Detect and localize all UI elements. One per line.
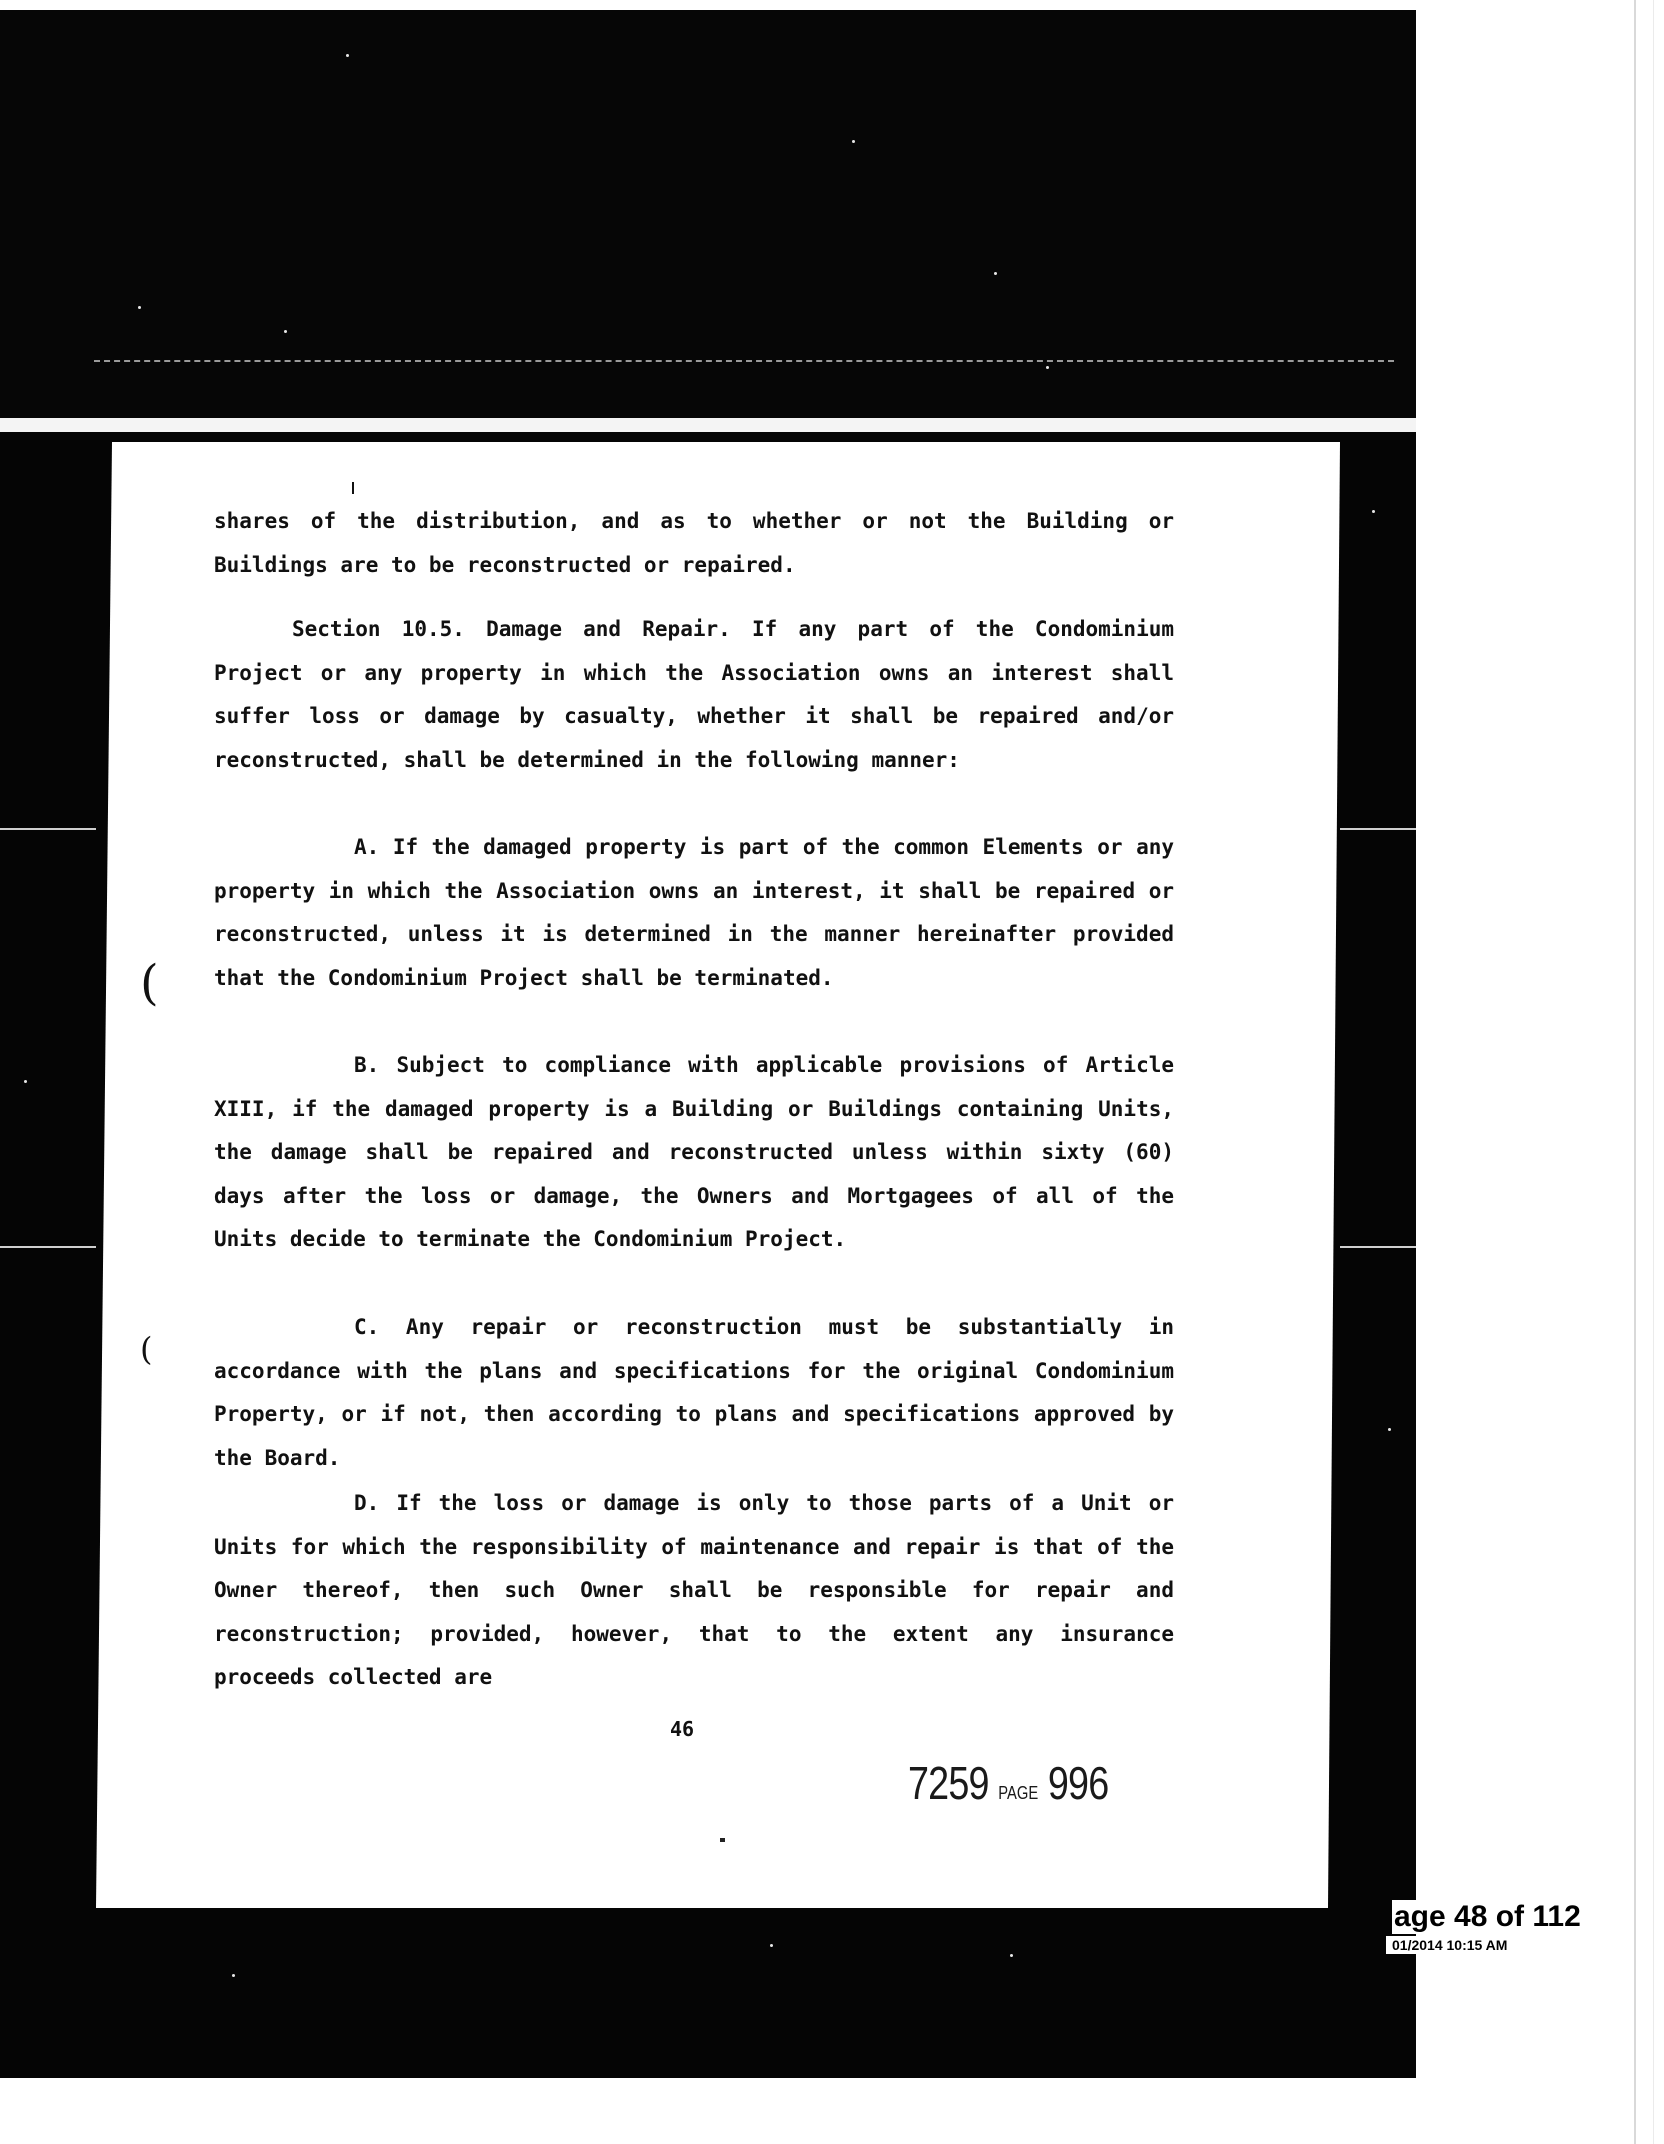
top-scan-margin bbox=[0, 10, 1416, 418]
margin-rule-left bbox=[0, 828, 96, 830]
scan-speck bbox=[720, 1838, 725, 1842]
scan-speck bbox=[284, 330, 287, 333]
scan-speck bbox=[24, 1080, 27, 1083]
recording-stamp-page: 996 bbox=[1047, 1757, 1109, 1809]
scan-speck bbox=[138, 306, 141, 309]
scan-speck bbox=[852, 140, 855, 143]
margin-rule-right bbox=[1340, 828, 1416, 830]
paragraph-item-d: D. If the loss or damage is only to those parts of a Unit or Units for which the responsibility of maintenance and repair is that of the Owner thereof, then such Owner shall be responsible for repair and reconstruction; provided, however, that to the extent any insurance proceeds collected are bbox=[214, 1491, 1174, 1689]
right-edge-rule bbox=[1634, 0, 1636, 2144]
scan-speck bbox=[1010, 1954, 1013, 1957]
scan-speck bbox=[232, 1974, 235, 1977]
scan-speck bbox=[1046, 366, 1049, 369]
pen-mark bbox=[352, 482, 354, 494]
scan-speck bbox=[1372, 510, 1375, 513]
scan-seam bbox=[0, 418, 1416, 432]
paragraph-item-c: C. Any repair or reconstruction must be substantially in accordance with the plans and specifications for the original Condominium Property, or if not, then according to plans and specifications approved by the Board. bbox=[214, 1315, 1174, 1470]
margin-rule-left bbox=[0, 1246, 96, 1248]
scan-speck bbox=[1388, 1428, 1391, 1431]
page-number: 46 bbox=[670, 1717, 695, 1741]
paragraph-continuation: shares of the distribution, and as to whether or not the Building or Buildings are to be reconstructed or repaired. bbox=[214, 509, 1174, 577]
paragraph-item-b: B. Subject to compliance with applicable provisions of Article XIII, if the damaged property is a Building or Buildings containing Units, the damage shall be repaired and reconstructed unless within sixty (60) days after the loss or damage, the Owners and Mortgagees of all of the Units decide to terminate the Condominium Project. bbox=[214, 1053, 1174, 1251]
recording-stamp bbox=[908, 1756, 1108, 1810]
scan-speck bbox=[994, 272, 997, 275]
fold-line bbox=[94, 360, 1394, 362]
margin-bracket-mark: ( bbox=[140, 1330, 153, 1368]
margin-bracket-mark: ( bbox=[140, 955, 159, 1011]
right-edge-rule bbox=[1653, 0, 1654, 2144]
recording-stamp-book: 7259 bbox=[908, 1757, 989, 1809]
viewer-page-counter: age 48 of 112 bbox=[1392, 1900, 1587, 1934]
paragraph-item-a: A. If the damaged property is part of the common Elements or any property in which the Association owns an interest, it shall be repaired or reconstructed, unless it is determined in the manner hereinafter provided that the Condominium Project shall be terminated. bbox=[214, 835, 1174, 990]
scan-speck bbox=[770, 1944, 773, 1947]
margin-rule-right bbox=[1340, 1246, 1416, 1248]
recording-stamp-label: PAGE bbox=[998, 1783, 1039, 1803]
scan-speck bbox=[346, 54, 349, 57]
viewer-timestamp: 01/2014 10:15 AM bbox=[1386, 1936, 1513, 1954]
paragraph-section-10-5: Section 10.5. Damage and Repair. If any part of the Condominium Project or any property in which the Association owns an interest shall suffer loss or damage by casualty, whether it shall be repaired and/or reconstructed, shall be determined in the following manner: bbox=[214, 617, 1174, 772]
